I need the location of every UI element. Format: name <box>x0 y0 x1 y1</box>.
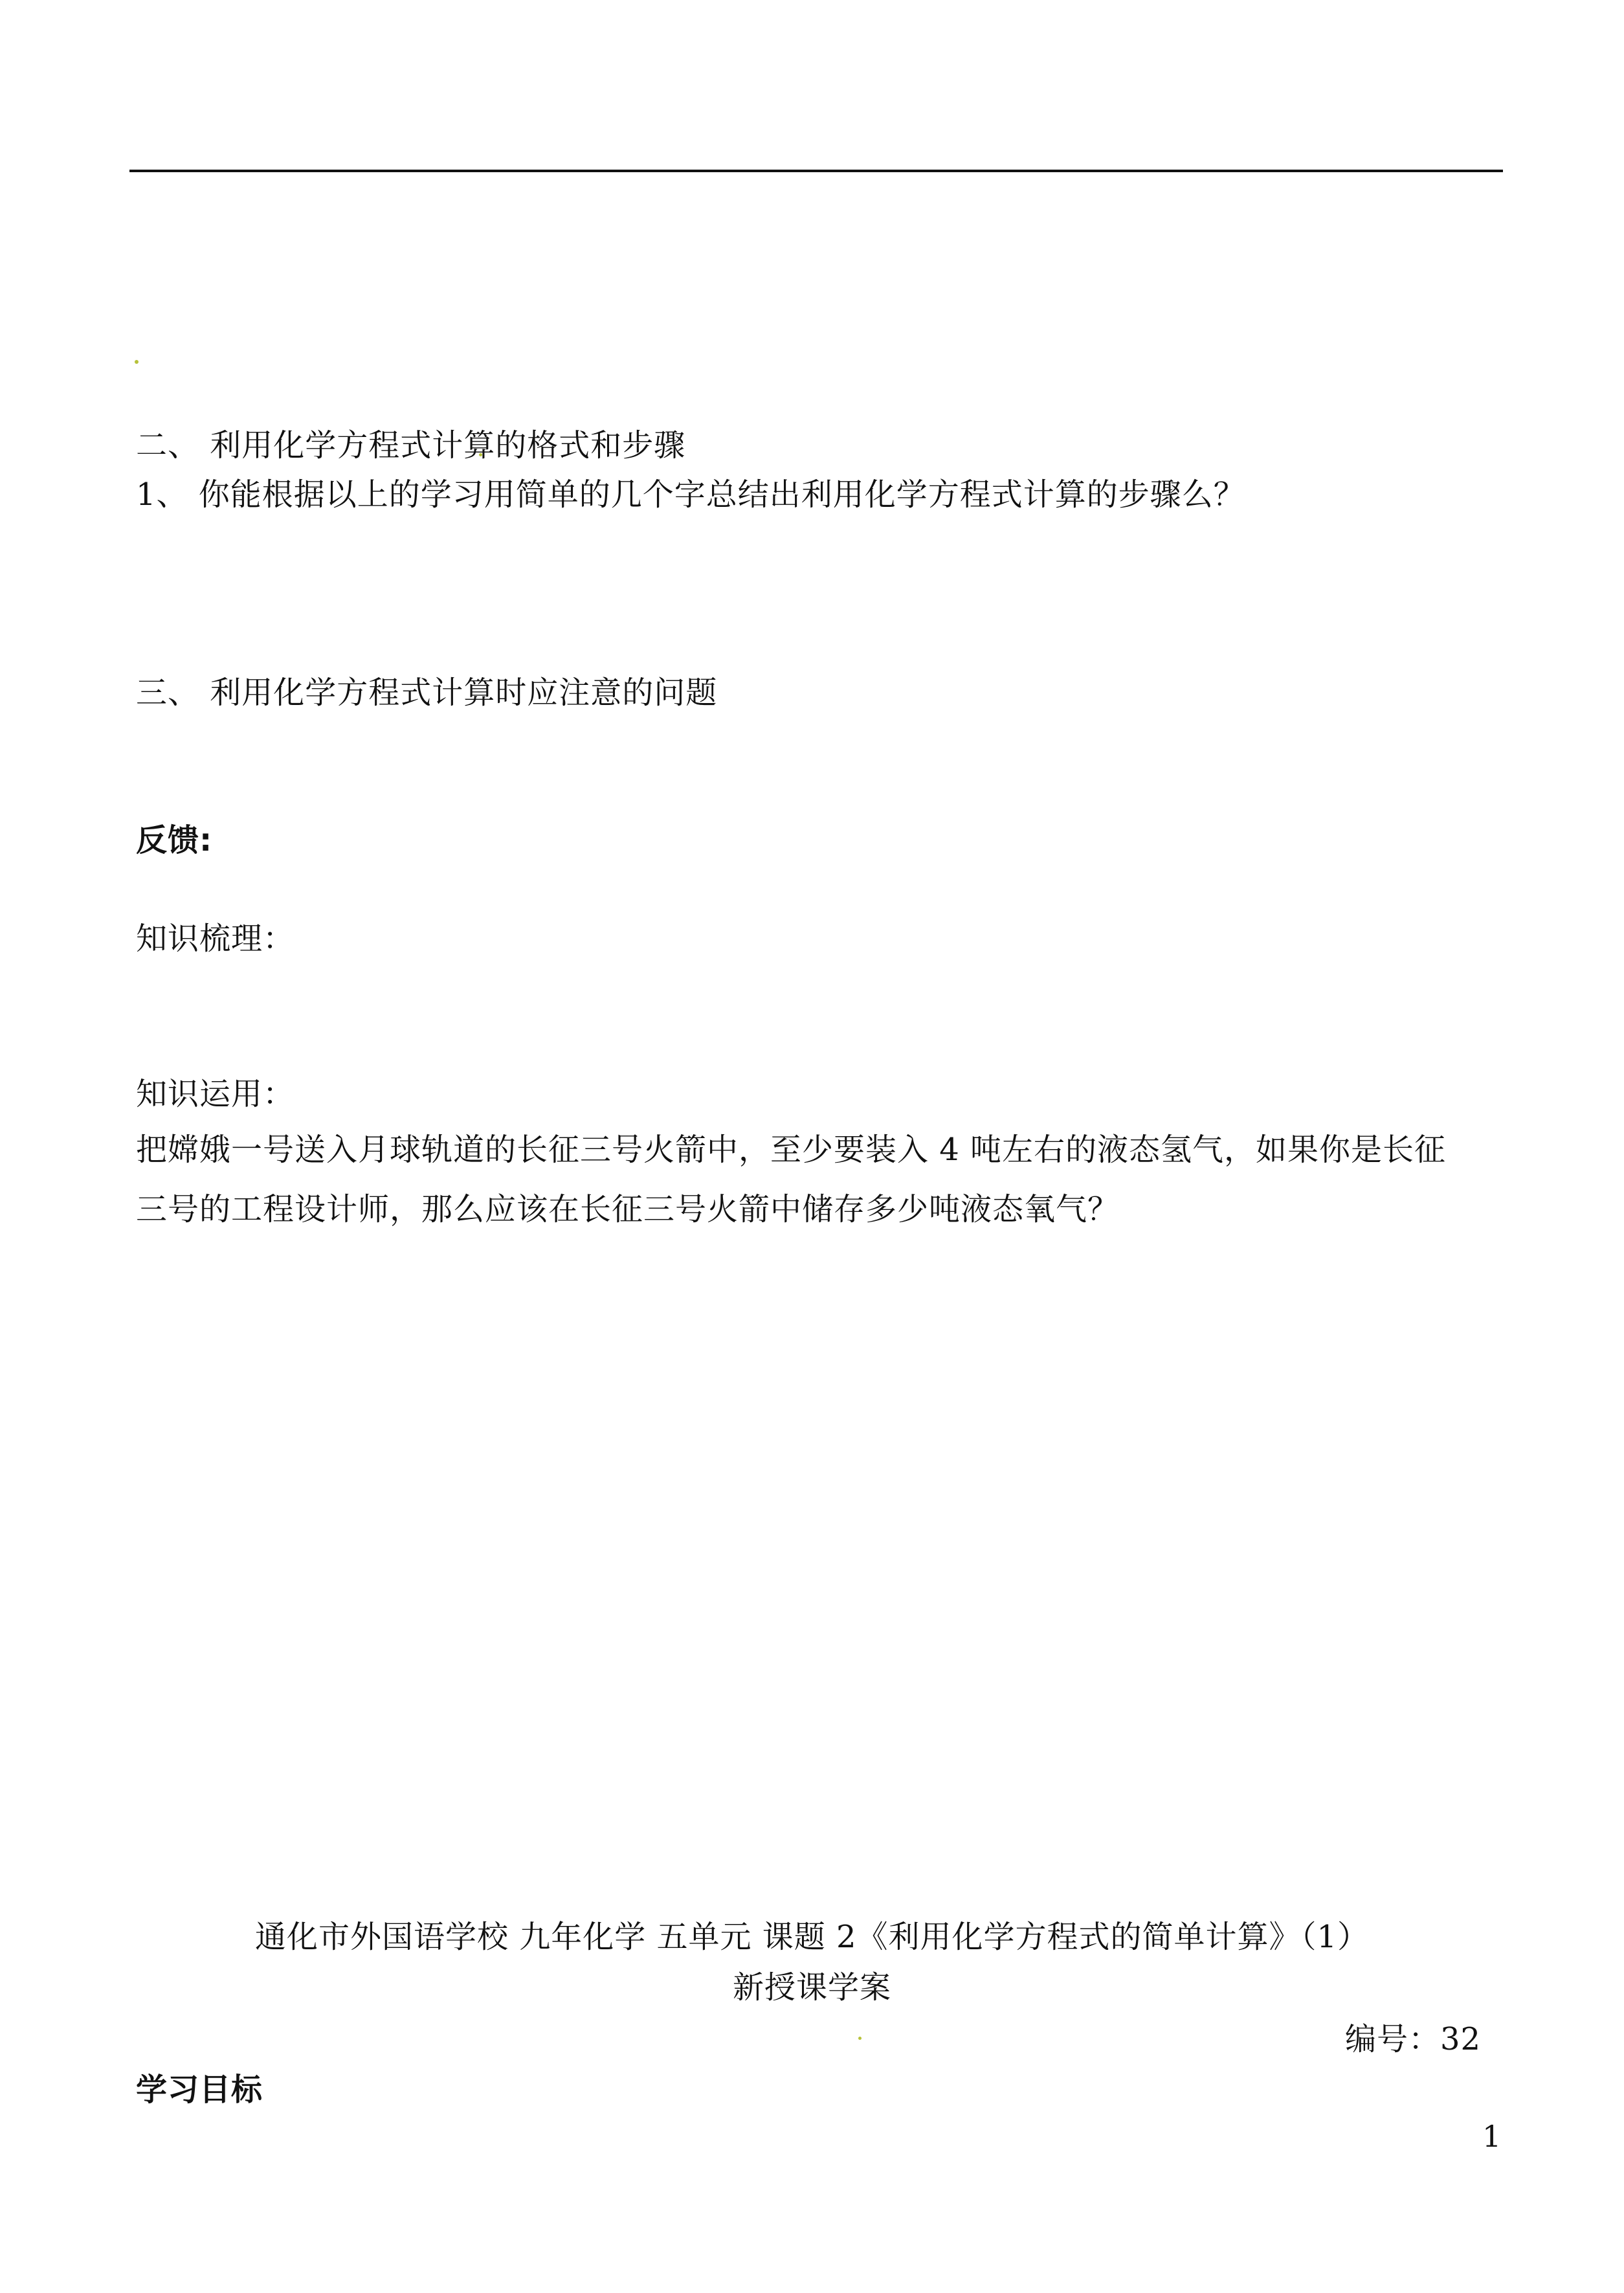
decorative-speck <box>858 2037 862 2040</box>
knowledge-application-label: 知识运用： <box>136 1076 295 1112</box>
header-rule <box>129 170 1503 172</box>
section-3-heading: 三、 利用化学方程式计算时应注意的问题 <box>136 675 718 711</box>
question-1: 1、 你能根据以上的学习用简单的几个字总结出利用化学方程式计算的步骤么？ <box>136 476 1245 513</box>
feedback-label: 反馈: <box>136 822 213 858</box>
decorative-speck <box>135 360 139 364</box>
problem-line-1: 把嫦娥一号送入月球轨道的长征三号火箭中，至少要装入 4 吨左右的液态氢气，如果你是长征 <box>136 1132 1447 1168</box>
application-problem <box>136 1120 1502 1239</box>
knowledge-review-label: 知识梳理： <box>136 921 295 957</box>
lesson-subtitle: 新授课学案 <box>732 1969 891 2006</box>
learning-objectives-label: 学习目标 <box>136 2072 263 2108</box>
section-2-heading: 二、 利用化学方程式计算的格式和步骤 <box>136 427 686 464</box>
page-number: 1 <box>1482 2119 1502 2154</box>
serial-number: 编号：32 <box>1345 2021 1482 2057</box>
problem-line-2: 三号的工程设计师，那么应该在长征三号火箭中储存多少吨液态氧气？ <box>136 1191 1120 1227</box>
lesson-title: 通化市外国语学校 九年化学 五单元 课题 2《利用化学方程式的简单计算》（1） <box>254 1919 1370 1955</box>
